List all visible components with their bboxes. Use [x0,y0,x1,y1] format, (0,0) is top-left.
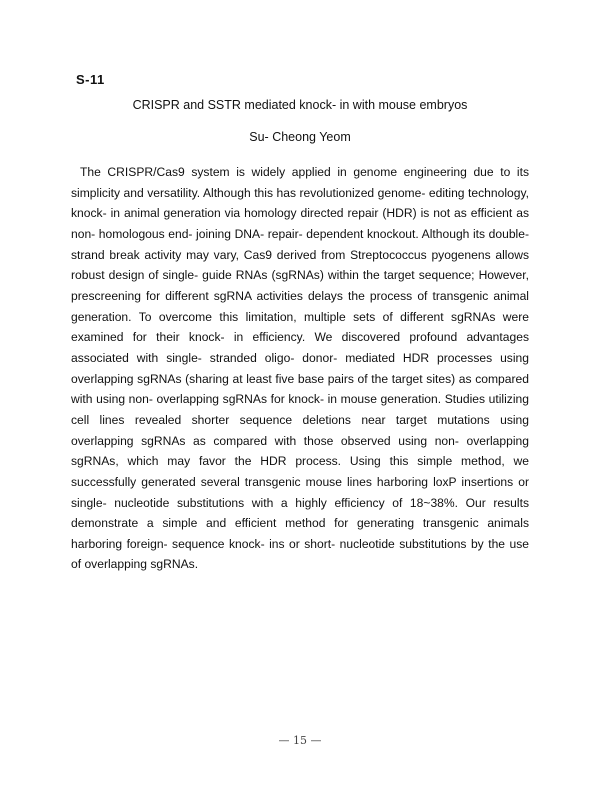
author-name: Su- Cheong Yeom [249,130,351,144]
page-number: — 15 — [278,734,322,747]
abstract-title: CRISPR and SSTR mediated knock- in with mouse embryos [132,98,468,112]
abstract-code: S-11 [76,72,105,87]
abstract-body: The CRISPR/Cas9 system is widely applied in genome engineering due to its simplicity and versatility. Although this has revolutionized genome- editing technology, knock- in animal generation via homology directed repair (HDR) is not as efficient as non- homologous end- joining DNA- repair- dependent knockout. Although its double- strand break activity may vary, Cas9 derived from Streptococcus pyogenens allows robust design of single- guide RNAs (sgRNAs) within the target sequence; However, prescreening for different sgRNA activities delays the process of transgenic animal generation. To overcome this limitation, multiple sets of different sgRNAs were examined for their knock- in efficiency. We discovered profound advantages associated with single- stranded oligo- donor- mediated HDR processes using overlapping sgRNAs (sharing at least five base pairs of the target sites) as compared with using non- overlapping sgRNAs for knock- in mouse generation. Studies utilizing cell lines revealed shorter sequence deletions near target mutations using overlapping sgRNAs as compared with those observed using non- overlapping sgRNAs, which may favor the HDR process. Using this simple method, we successfully generated several transgenic mouse lines harboring loxP insertions or single- nucleotide substitutions with a highly efficiency of 18~38%. Our results demonstrate a simple and efficient method for generating transgenic animals harboring foreign- sequence knock- ins or short- nucleotide substitutions by the use of overlapping sgRNAs. [71,165,529,572]
